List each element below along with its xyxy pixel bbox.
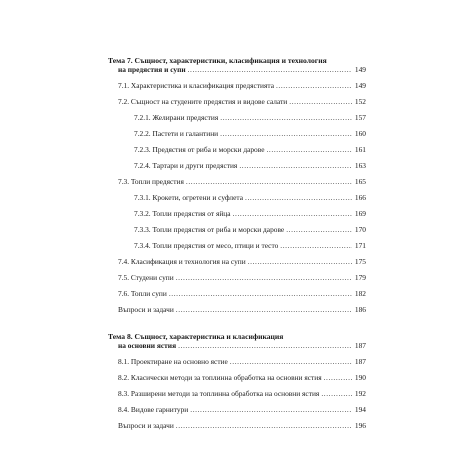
entry-label: 7.2.3. Предястия от риба и морски дарове [134, 145, 265, 154]
chapter-title-line2: на основни ястия [118, 341, 177, 350]
entry-label: 7.6. Топли супи [118, 289, 167, 298]
entry-label: 7.3. Топли предястия [118, 177, 184, 186]
toc-entry[interactable] [108, 357, 366, 366]
page-number: 160 [354, 129, 366, 138]
dot-leader [239, 161, 352, 170]
toc-entry[interactable] [108, 113, 366, 122]
dot-leader [324, 373, 352, 382]
entry-label: 7.3.2. Топли предястия от яйца [134, 209, 231, 218]
entry-label: 7.3.1. Крокети, огретени и суфлета [134, 193, 244, 202]
entry-label: Въпроси и задачи [118, 421, 174, 430]
page-number: 163 [354, 161, 366, 170]
page-number: 187 [354, 357, 366, 366]
chapter-title-line2: на предястия и супи [118, 65, 186, 74]
entry-label: 7.1. Характеристика и класификация предястията [118, 81, 274, 90]
page-number: 190 [354, 373, 366, 382]
toc-entry[interactable] [108, 209, 366, 218]
entry-label: 7.3.3. Топли предястия от риба и морски дарове [134, 225, 285, 234]
page-number: 161 [354, 145, 366, 154]
dot-leader [245, 193, 352, 202]
dot-leader [220, 129, 352, 138]
entry-label: 7.3.4. Топли предястия от месо, птици и тесто [134, 241, 279, 250]
page-number: 149 [354, 81, 366, 90]
dot-leader [248, 257, 352, 266]
toc-entry[interactable] [108, 177, 366, 186]
toc-section-topic-8 [108, 332, 366, 430]
table-of-contents [108, 56, 366, 430]
toc-entry[interactable] [108, 161, 366, 170]
chapter-title-line1: Тема 8. Същност, характеристика и класификация [108, 332, 284, 341]
toc-entry[interactable] [108, 421, 366, 430]
toc-entry[interactable] [108, 97, 366, 106]
dot-leader [266, 145, 352, 154]
page-number: 166 [354, 193, 366, 202]
dot-leader [321, 389, 352, 398]
dot-leader [178, 341, 352, 350]
page-number: 171 [354, 241, 366, 250]
dot-leader [176, 273, 352, 282]
chapter-title-line1: Тема 7. Същност, характеристики, класификация и технология [108, 56, 327, 65]
dot-leader [286, 225, 352, 234]
dot-leader [280, 241, 352, 250]
toc-entry[interactable] [108, 193, 366, 202]
page-number: 194 [354, 405, 366, 414]
page-number: 182 [354, 289, 366, 298]
dot-leader [220, 113, 352, 122]
page-number: 170 [354, 225, 366, 234]
dot-leader [233, 209, 352, 218]
chapter-heading [108, 56, 366, 65]
page-number: 179 [354, 273, 366, 282]
entry-label: 7.2.4. Тартари и други предястия [134, 161, 238, 170]
dot-leader [176, 421, 352, 430]
dot-leader [190, 405, 352, 414]
page-number: 165 [354, 177, 366, 186]
toc-entry[interactable] [108, 129, 366, 138]
entry-label: 7.4. Класификация и технология на супи [118, 257, 246, 266]
entry-label: Въпроси и задачи [118, 305, 174, 314]
entry-label: 8.3. Разширени методи за топлинна обработка на основни ястия [118, 389, 320, 398]
toc-entry[interactable] [108, 241, 366, 250]
toc-entry[interactable] [108, 65, 366, 74]
toc-entry[interactable] [108, 225, 366, 234]
toc-entry[interactable] [108, 145, 366, 154]
toc-entry[interactable] [108, 289, 366, 298]
toc-entry[interactable] [108, 373, 366, 382]
chapter-heading [108, 332, 366, 341]
entry-label: 8.2. Класически методи за топлинна обработка на основни ястия [118, 373, 322, 382]
dot-leader [289, 97, 352, 106]
entry-label: 8.1. Проектиране на основно ястие [118, 357, 228, 366]
page-number: 157 [354, 113, 366, 122]
entry-label: 8.4. Видове гарнитури [118, 405, 189, 414]
dot-leader [276, 81, 352, 90]
page-number: 187 [354, 341, 366, 350]
toc-entry[interactable] [108, 305, 366, 314]
dot-leader [188, 65, 352, 74]
dot-leader [186, 177, 352, 186]
page-number: 186 [354, 305, 366, 314]
entry-label: 7.2.2. Пастети и галантини [134, 129, 219, 138]
page-number: 152 [354, 97, 366, 106]
page-number: 149 [354, 65, 366, 74]
dot-leader [230, 357, 352, 366]
toc-entry[interactable] [108, 389, 366, 398]
dot-leader [176, 305, 352, 314]
entry-label: 7.2. Същност на студените предястия и видове салати [118, 97, 288, 106]
toc-entry[interactable] [108, 257, 366, 266]
toc-entry[interactable] [108, 341, 366, 350]
page-number: 169 [354, 209, 366, 218]
toc-entry[interactable] [108, 273, 366, 282]
dot-leader [169, 289, 352, 298]
page-number: 175 [354, 257, 366, 266]
page-number: 196 [354, 421, 366, 430]
toc-entry[interactable] [108, 81, 366, 90]
entry-label: 7.2.1. Желирани предястия [134, 113, 219, 122]
entry-label: 7.5. Студени супи [118, 273, 174, 282]
toc-section-topic-7 [108, 56, 366, 314]
toc-entry[interactable] [108, 405, 366, 414]
page-number: 192 [354, 389, 366, 398]
